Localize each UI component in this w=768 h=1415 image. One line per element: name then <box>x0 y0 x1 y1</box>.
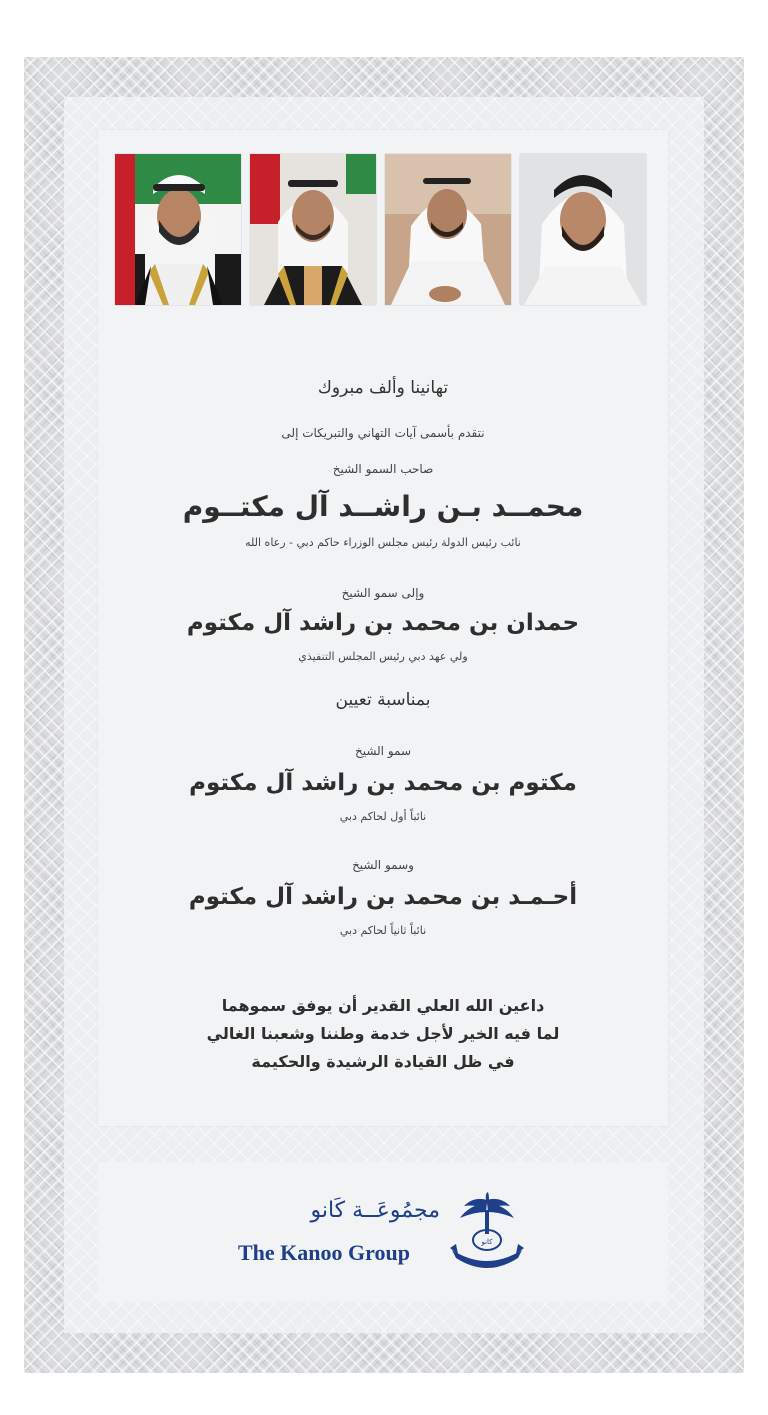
appointee2-role: نائباً ثانياً لحاكم دبي <box>339 924 427 937</box>
logo-english-name: The Kanoo Group <box>238 1240 410 1265</box>
sponsor-logo-panel <box>98 1162 668 1302</box>
svg-text:كانو: كانو <box>481 1238 493 1246</box>
announcement-panel <box>98 130 668 1126</box>
portrait-photo-1 <box>115 154 241 305</box>
closing-line-2: لما فيه الخير لأجل خدمة وطننا وشعبنا الغالي <box>206 1024 560 1043</box>
recipient2-title: وإلى سمو الشيخ <box>341 586 425 600</box>
recipient2-name: حمدان بن محمد بن راشد آل مكتوم <box>186 610 580 636</box>
portrait-photo-4 <box>520 154 646 305</box>
closing-line-3: في ظل القيادة الرشيدة والحكيمة <box>251 1052 515 1071</box>
occasion-heading: بمناسبة تعيين <box>335 690 431 710</box>
recipient2-role: ولي عهد دبي رئيس المجلس التنفيذي <box>298 650 468 663</box>
recipient1-title: صاحب السمو الشيخ <box>332 462 434 476</box>
appointee1-role: نائباً أول لحاكم دبي <box>339 810 427 823</box>
intro-text: نتقدم بأسمى آيات التهاني والتبريكات إلى <box>281 426 485 440</box>
appointee1-name: مكتوم بن محمد بن راشد آل مكتوم <box>189 770 577 796</box>
recipient1-role: نائب رئيس الدولة رئيس مجلس الوزراء حاكم دبي - رعاه الله <box>245 536 521 549</box>
closing-line-1: داعين الله العلي القدير أن يوفق سموهما <box>221 996 545 1015</box>
recipient1-name: محمــد بـن راشــد آل مكتــوم <box>182 490 584 523</box>
palm-tree-emblem-icon <box>444 1192 530 1278</box>
portrait-photo-3 <box>385 154 511 305</box>
appointee2-title: وسمو الشيخ <box>352 858 414 872</box>
portrait-photo-2 <box>250 154 376 305</box>
appointee1-title: سمو الشيخ <box>354 744 412 758</box>
appointee2-name: أحـمـد بن محمد بن راشد آل مكتوم <box>188 884 578 910</box>
logo-arabic-name: مجمُوعَــة كَانو <box>310 1198 440 1223</box>
greeting-heading: تهانينا وألف مبروك <box>317 378 449 398</box>
